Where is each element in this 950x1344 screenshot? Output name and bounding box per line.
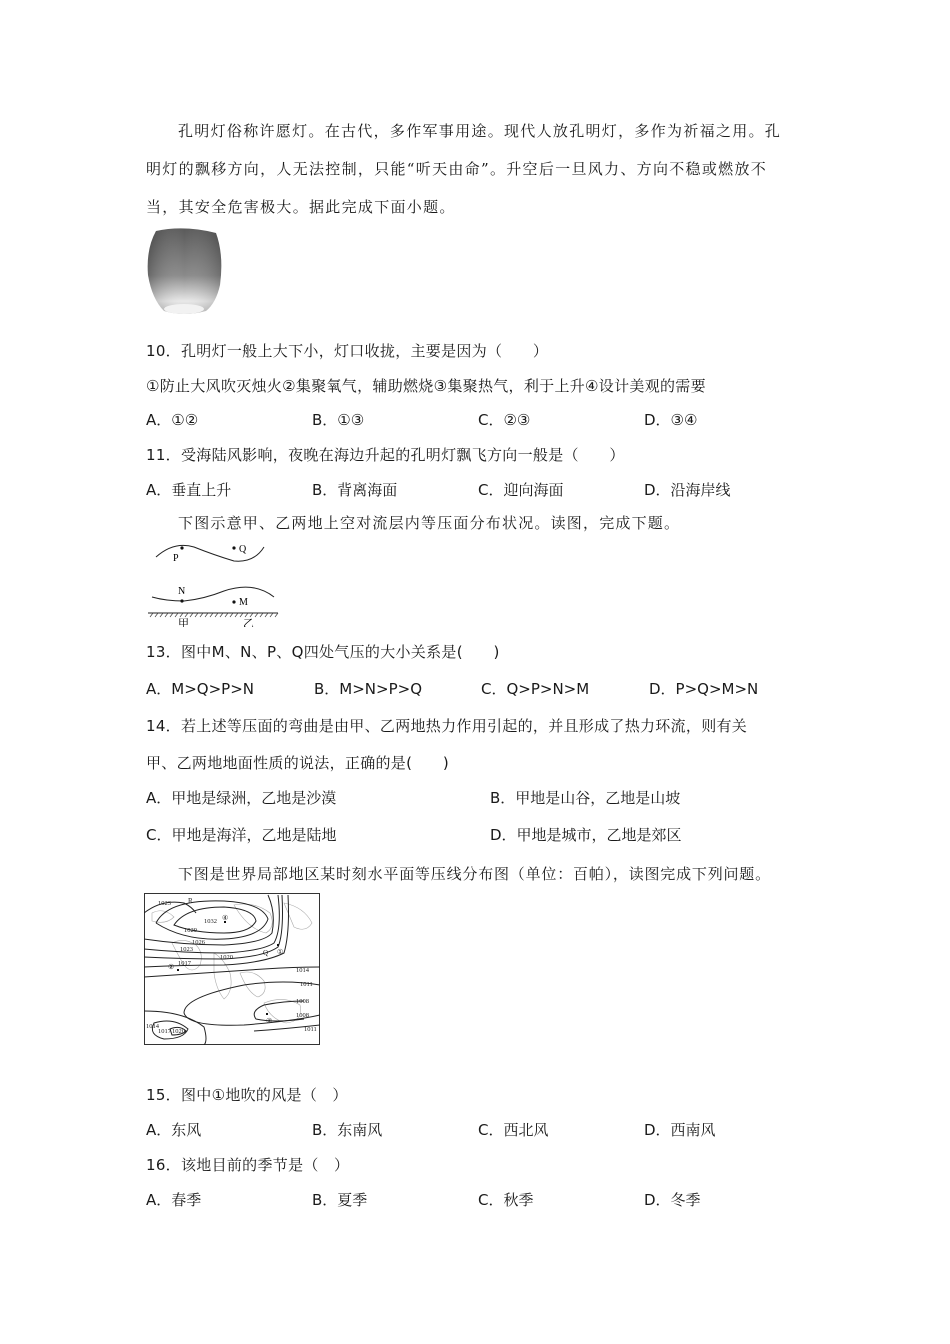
q13-stem: 13．图中M、N、P、Q四处气压的大小关系是( ) xyxy=(146,643,500,661)
sky-lantern-image xyxy=(144,225,226,317)
q10-option-c[interactable]: C．②③ xyxy=(478,411,531,429)
q10-statements: ①防止大风吹灭烛火②集聚氧气，辅助燃烧③集聚热气，利于上升④设计美观的需要 xyxy=(146,377,706,395)
svg-text:①: ① xyxy=(277,948,284,956)
q10-option-a[interactable]: A．①② xyxy=(146,411,199,429)
q14-option-c[interactable]: C．甲地是海洋，乙地是陆地 xyxy=(146,826,337,844)
q11-option-b[interactable]: B．背离海面 xyxy=(312,481,398,499)
q14-option-b[interactable]: B．甲地是山谷，乙地是山坡 xyxy=(490,789,681,807)
q11-option-d[interactable]: D．沿海岸线 xyxy=(644,481,731,499)
svg-text:M: M xyxy=(239,597,248,608)
svg-text:Q: Q xyxy=(263,949,269,957)
svg-text:1011: 1011 xyxy=(300,981,313,988)
svg-text:1017: 1017 xyxy=(158,1028,171,1035)
isobar-map xyxy=(144,893,320,1045)
isobaric-surface-diagram xyxy=(144,535,282,627)
svg-text:1026: 1026 xyxy=(192,939,205,946)
q14-option-a[interactable]: A．甲地是绿洲，乙地是沙漠 xyxy=(146,789,337,807)
svg-text:甲: 甲 xyxy=(178,618,189,627)
svg-text:1008: 1008 xyxy=(296,998,309,1005)
q14-stem-line-2: 甲、乙两地地面性质的说法，正确的是( ) xyxy=(146,754,450,772)
svg-text:1023: 1023 xyxy=(158,900,171,907)
svg-text:P: P xyxy=(173,553,179,564)
svg-text:1020: 1020 xyxy=(220,954,233,961)
svg-text:1032: 1032 xyxy=(204,918,217,925)
intro2: 下图示意甲、乙两地上空对流层内等压面分布状况。读图，完成下题。 xyxy=(178,514,681,532)
intro3: 下图是世界局部地区某时刻水平面等压线分布图（单位：百帕），读图完成下列问题。 xyxy=(178,865,771,883)
svg-text:②: ② xyxy=(168,963,175,971)
svg-text:1020: 1020 xyxy=(172,1028,185,1035)
q16-option-c[interactable]: C．秋季 xyxy=(478,1191,534,1209)
svg-text:Q: Q xyxy=(239,544,247,555)
q11-option-a[interactable]: A．垂直上升 xyxy=(146,481,232,499)
svg-text:1008: 1008 xyxy=(296,1012,309,1019)
svg-text:1011: 1011 xyxy=(304,1026,317,1033)
q16-stem: 16．该地目前的季节是（ ） xyxy=(146,1156,350,1174)
q15-option-a[interactable]: A．东风 xyxy=(146,1121,202,1139)
q15-option-b[interactable]: B．东南风 xyxy=(312,1121,383,1139)
svg-text:1014: 1014 xyxy=(146,1023,159,1030)
svg-text:③: ③ xyxy=(266,1017,273,1025)
q14-stem-line-1: 14．若上述等压面的弯曲是由甲、乙两地热力作用引起的，并且形成了热力环流，则有关 xyxy=(146,717,748,735)
q15-option-d[interactable]: D．西南风 xyxy=(644,1121,716,1139)
svg-text:R: R xyxy=(188,897,193,905)
intro1-line-1: 孔明灯俗称许愿灯。在古代，多作军事用途。现代人放孔明灯，多作为祈福之用。孔 xyxy=(178,122,782,140)
q10-stem: 10．孔明灯一般上大下小，灯口收拢，主要是因为（ ） xyxy=(146,342,549,360)
intro1-line-2: 明灯的飘移方向，人无法控制，只能“听天由命”。升空后一旦风力、方向不稳或燃放不 xyxy=(146,160,768,178)
q10-option-b[interactable]: B．①③ xyxy=(312,411,365,429)
q16-option-d[interactable]: D．冬季 xyxy=(644,1191,701,1209)
q14-option-d[interactable]: D．甲地是城市，乙地是郊区 xyxy=(490,826,682,844)
q13-option-a[interactable]: A．M>Q>P>N xyxy=(146,680,254,698)
svg-text:1023: 1023 xyxy=(180,946,193,953)
q15-option-c[interactable]: C．西北风 xyxy=(478,1121,549,1139)
q15-stem: 15．图中①地吹的风是（ ） xyxy=(146,1086,348,1104)
svg-text:乙: 乙 xyxy=(243,618,254,627)
q11-option-c[interactable]: C．迎向海面 xyxy=(478,481,564,499)
q11-stem: 11．受海陆风影响，夜晚在海边升起的孔明灯飘飞方向一般是（ ） xyxy=(146,446,625,464)
svg-text:1017: 1017 xyxy=(178,960,191,967)
q13-option-c[interactable]: C．Q>P>N>M xyxy=(481,680,590,698)
q10-option-d[interactable]: D．③④ xyxy=(644,411,698,429)
svg-text:N: N xyxy=(178,586,186,597)
q13-option-b[interactable]: B．M>N>P>Q xyxy=(314,680,423,698)
svg-text:1014: 1014 xyxy=(296,967,309,974)
svg-text:1029: 1029 xyxy=(184,927,197,934)
q13-option-d[interactable]: D．P>Q>M>N xyxy=(649,680,759,698)
q16-option-b[interactable]: B．夏季 xyxy=(312,1191,368,1209)
q16-option-a[interactable]: A．春季 xyxy=(146,1191,202,1209)
intro1-line-3: 当，其安全危害极大。据此完成下面小题。 xyxy=(146,198,456,216)
svg-text:④: ④ xyxy=(222,914,229,922)
